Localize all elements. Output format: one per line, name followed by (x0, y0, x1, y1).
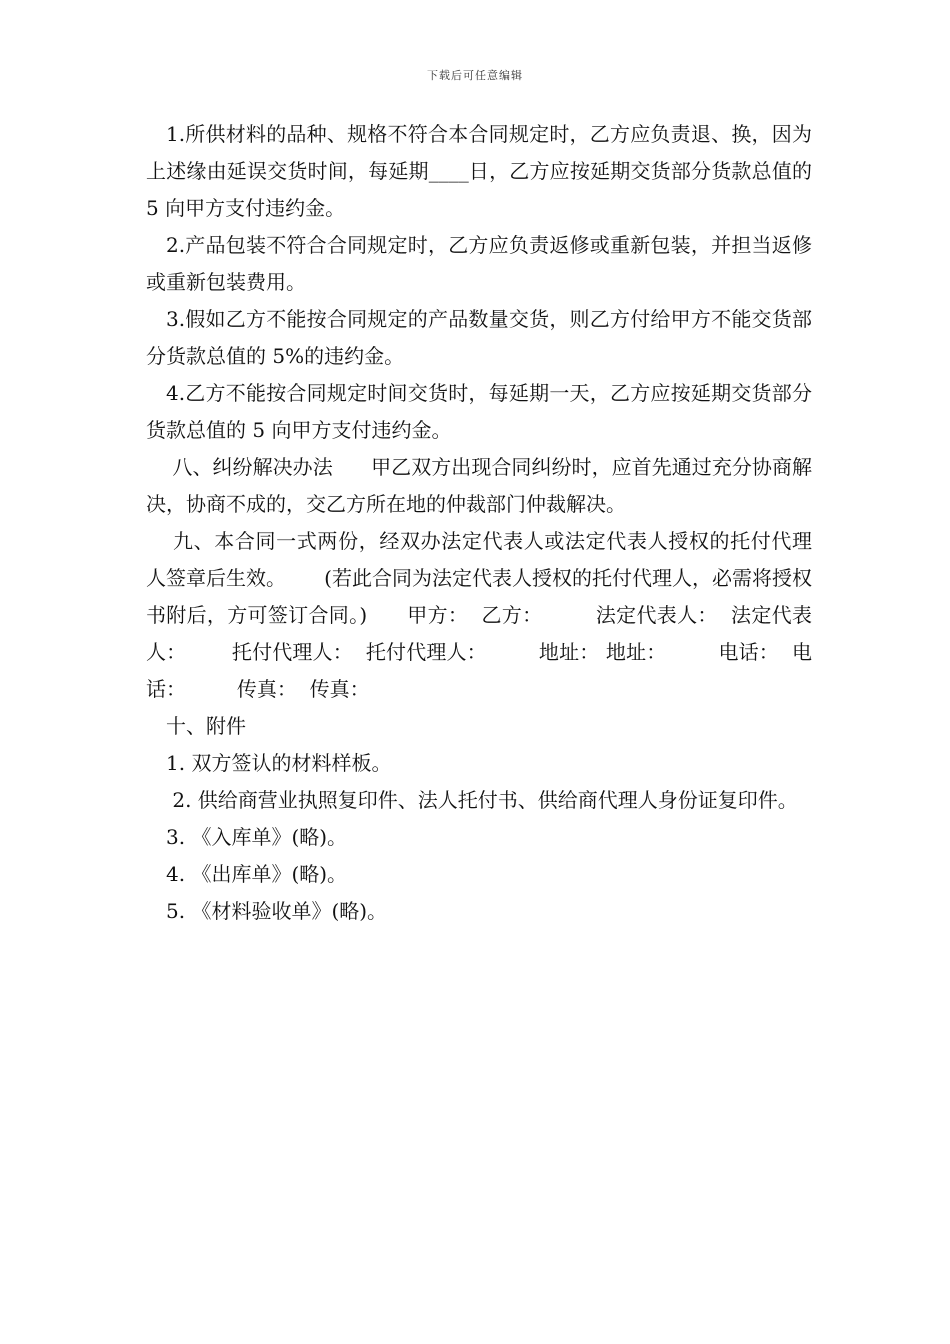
attachment-2: 2. 供给商营业执照复印件、法人托付书、供给商代理人身份证复印件。 (166, 788, 798, 812)
clause-1 (146, 116, 819, 227)
attachment-5: 5. 《材料验收单》(略)。 (166, 899, 388, 923)
attachment-4: 4. 《出库单》(略)。 (166, 862, 348, 886)
clause-2: 2.产品包装不符合合同规定时，乙方应负责返修或重新包装，并担当返修或重新包装费用。 (146, 233, 812, 294)
clause-1-blank: ____ (428, 159, 469, 183)
clause-3: 3.假如乙方不能按合同规定的产品数量交货，则乙方付给甲方不能交货部分货款总值的 5%的违约金。 (146, 307, 812, 368)
attachment-1: 1. 双方签认的材料样板。 (166, 751, 392, 775)
document-body (146, 116, 819, 930)
section-8-dispute-resolution: 八、纠纷解决办法 甲乙双方出现合同纠纷时，应首先通过充分协商解决，协商不成的，交乙方所在地的仲裁部门仲裁解决。 (146, 455, 812, 516)
page-header: 下载后可任意编辑 (427, 69, 523, 82)
clause-1-text-before: 1.所供材料的品种、规格不符合本合同规定时，乙方应负责退、换，因为上述缘由延误交货时间，每延期 (146, 122, 812, 183)
clause-4: 4.乙方不能按合同规定时间交货时，每延期一天，乙方应按延期交货部分货款总值的 5 向甲方支付违约金。 (146, 381, 812, 442)
attachment-3: 3. 《入库单》(略)。 (166, 825, 348, 849)
section-10-attachments-heading: 十、附件 (166, 714, 246, 738)
section-9-copies-and-signatures: 九、本合同一式两份，经双办法定代表人或法定代表人授权的托付代理人签章后生效。 (若此合同为法定代表人授权的托付代理人，必需将授权书附后，方可签订合同。) 甲方： 乙方： 法定代表人： 法定代表人： 托付代理人： 托付代理人： 地址： 地址： 电话： 电话： 传真： 传真： (146, 529, 813, 701)
clause-1-text-after: 日，乙方应按延期交货部分货款总值的 5 向甲方支付违约金。 (146, 159, 819, 220)
